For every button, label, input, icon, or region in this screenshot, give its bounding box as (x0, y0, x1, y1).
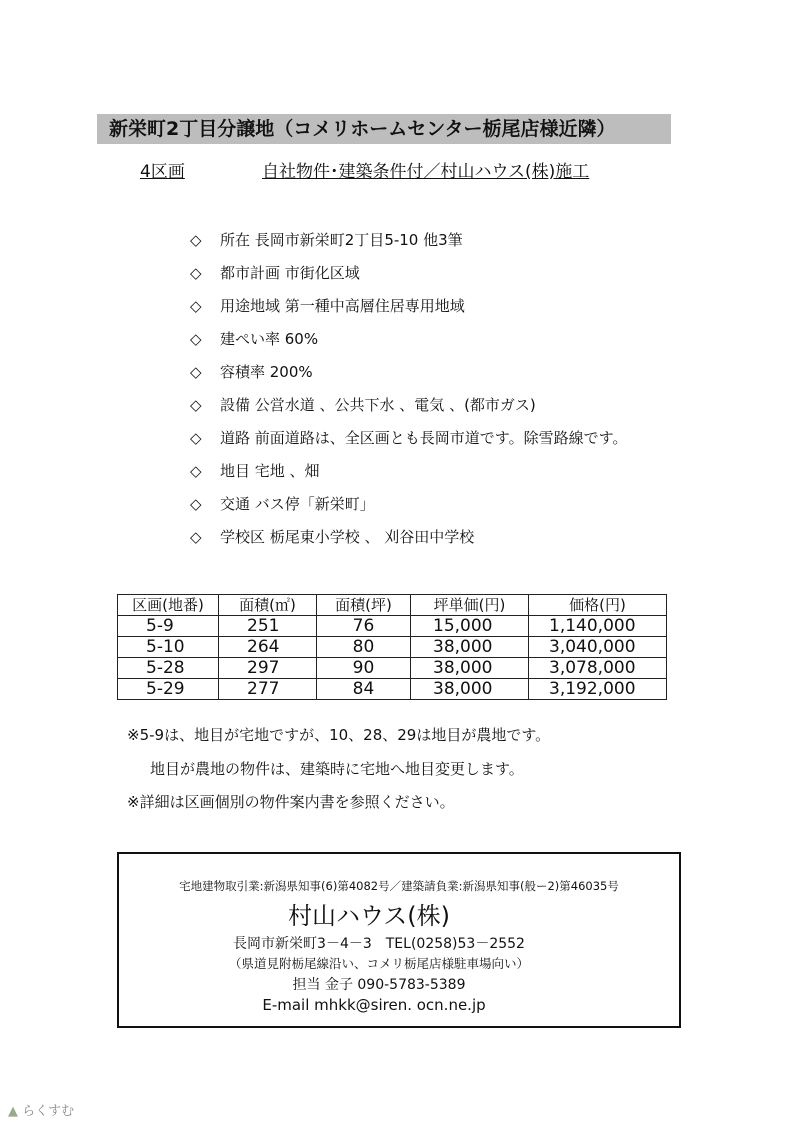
company-contact: 担当 金子 090-5783-5389 (292, 977, 466, 993)
table-row (118, 679, 667, 700)
table-cell: 297 (219, 658, 317, 679)
table-cell: 38,000 (411, 658, 529, 679)
table-cell: 80 (317, 637, 411, 658)
company-box (117, 852, 681, 1028)
property-item (190, 460, 320, 481)
diamond-bullet-icon: ◇ (190, 495, 202, 513)
item-text: 交通 バス停「新栄町」 (220, 495, 375, 513)
item-text: 建ぺい率 60% (220, 330, 319, 348)
col-header: 区画(地番) (118, 595, 219, 616)
table-cell: 38,000 (411, 637, 529, 658)
table-row (118, 658, 667, 679)
diamond-bullet-icon: ◇ (190, 363, 202, 381)
watermark-text: らくすむ (22, 1104, 75, 1119)
note-3: ※詳細は区画個別の物件案内書を参照ください。 (127, 793, 455, 811)
diamond-bullet-icon: ◇ (190, 264, 202, 282)
page-title: 新栄町2丁目分譲地（コメリホームセンター栃尾店様近隣） (97, 114, 671, 144)
table-cell: 5-9 (118, 616, 219, 637)
diamond-bullet-icon: ◇ (190, 330, 202, 348)
col-header: 坪単価(円) (411, 595, 529, 616)
table-cell: 5-29 (118, 679, 219, 700)
item-text: 都市計画 市街化区域 (220, 264, 360, 282)
diamond-bullet-icon: ◇ (190, 528, 202, 546)
table-cell: 90 (317, 658, 411, 679)
table-cell: 3,040,000 (529, 637, 667, 658)
diamond-bullet-icon: ◇ (190, 297, 202, 315)
company-address: 長岡市新栄町3－4－3 TEL(0258)53－2552 (233, 936, 525, 952)
diamond-bullet-icon: ◇ (190, 396, 202, 414)
lot-table (117, 594, 667, 700)
diamond-bullet-icon: ◇ (190, 462, 202, 480)
table-cell: 3,192,000 (529, 679, 667, 700)
item-text: 設備 公営水道 、公共下水 、電気 、(都市ガス) (220, 396, 536, 414)
company-landmark: （県道見附栃尾線沿い、コメリ栃尾店様駐車場向い） (228, 956, 529, 971)
col-header: 面積(㎡) (219, 595, 317, 616)
item-text: 容積率 200% (220, 363, 313, 381)
property-item (190, 328, 318, 349)
property-item (190, 427, 627, 448)
table-cell: 1,140,000 (529, 616, 667, 637)
property-item (190, 295, 465, 316)
note-1: ※5-9は、地目が宅地ですが、10、28、29は地目が農地です。 (127, 726, 551, 744)
table-cell: 84 (317, 679, 411, 700)
diamond-bullet-icon: ◇ (190, 231, 202, 249)
house-icon: ▲ (8, 1104, 18, 1119)
table-cell: 38,000 (411, 679, 529, 700)
diamond-bullet-icon: ◇ (190, 429, 202, 447)
col-header: 面積(坪) (317, 595, 411, 616)
table-cell: 277 (219, 679, 317, 700)
item-text: 道路 前面道路は、全区画とも長岡市道です。除雪路線です。 (220, 429, 628, 447)
table-cell: 5-10 (118, 637, 219, 658)
build-condition: 自社物件･建築条件付／村山ハウス(株)施工 (262, 162, 590, 182)
table-row (118, 616, 667, 637)
license-text: 宅地建物取引業:新潟県知事(6)第4082号／建築請負業:新潟県知事(般ー2)第46035号 (179, 879, 619, 893)
table-cell: 15,000 (411, 616, 529, 637)
table-cell: 264 (219, 637, 317, 658)
item-text: 地目 宅地 、畑 (220, 462, 320, 480)
property-item (190, 262, 360, 283)
watermark-logo (8, 1100, 74, 1119)
item-text: 所在 長岡市新栄町2丁目5-10 他3筆 (220, 231, 463, 249)
lot-count: 4区画 (140, 162, 185, 182)
item-text: 用途地域 第一種中高層住居専用地域 (220, 297, 465, 315)
company-name: 村山ハウス(株) (287, 902, 450, 930)
col-header: 価格(円) (529, 595, 667, 616)
table-cell: 76 (317, 616, 411, 637)
table-row (118, 637, 667, 658)
item-text: 学校区 栃尾東小学校 、 刈谷田中学校 (220, 528, 475, 546)
property-item (190, 361, 313, 382)
table-cell: 3,078,000 (529, 658, 667, 679)
property-item (190, 229, 463, 250)
table-cell: 251 (219, 616, 317, 637)
property-item (190, 394, 536, 415)
company-email[interactable]: E-mail mhkk@siren. ocn.ne.jp (262, 996, 486, 1014)
note-2: 地目が農地の物件は、建築時に宅地へ地目変更します。 (150, 760, 524, 778)
table-header-row (118, 595, 667, 616)
table-cell: 5-28 (118, 658, 219, 679)
property-item (190, 493, 375, 514)
property-item (190, 526, 474, 547)
